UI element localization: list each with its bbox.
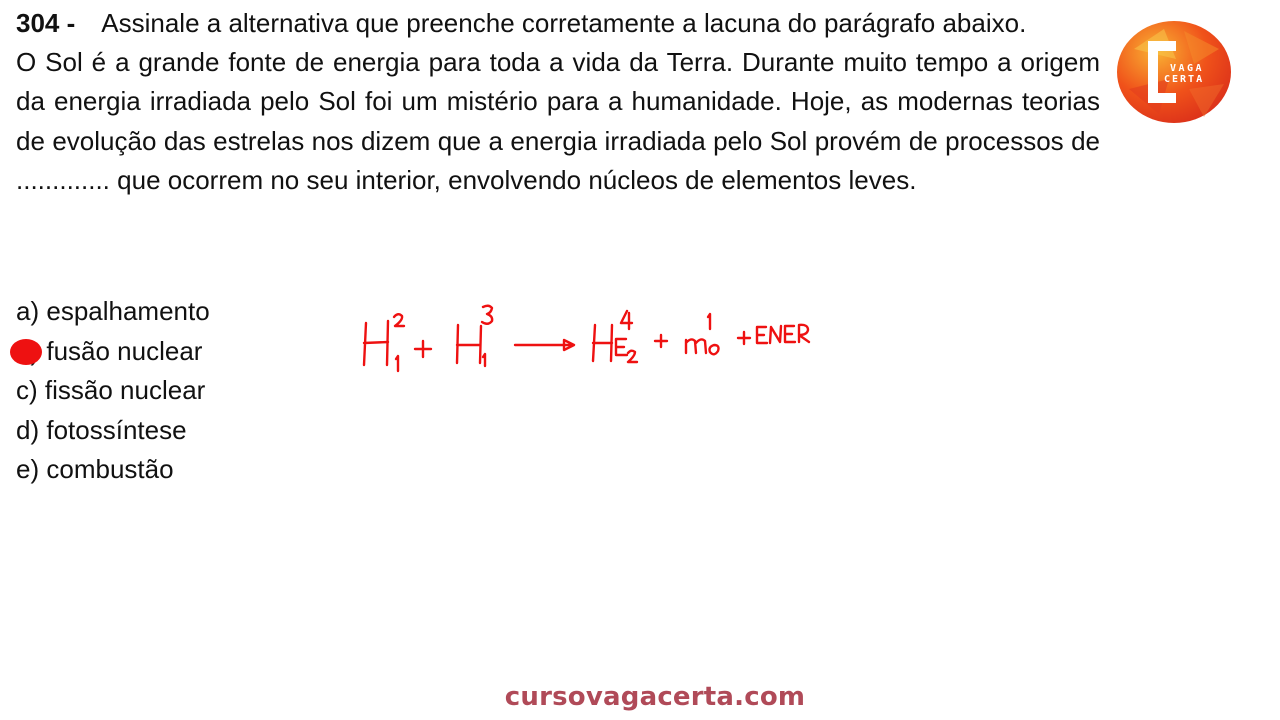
option-c[interactable]: [16, 371, 210, 411]
paragraph-blank: .............: [16, 164, 110, 195]
paragraph-after-blank: que ocorrem no seu interior, envolvendo núcleos de elementos leves.: [117, 164, 917, 195]
red-mark-dot-icon: [10, 339, 42, 365]
logo-line-1: VAGA: [1170, 63, 1205, 74]
question-statement: [16, 4, 1100, 43]
option-letter: c): [16, 375, 38, 405]
logo-line-2: CERTA: [1164, 74, 1205, 85]
option-a[interactable]: [16, 292, 210, 332]
vaga-certa-logo-icon: [1114, 19, 1232, 125]
option-letter: a): [16, 296, 40, 326]
option-text: combustão: [46, 454, 174, 484]
option-text: espalhamento: [46, 296, 210, 326]
handwritten-fusion-reaction: [350, 295, 830, 380]
question-number: 304 -: [16, 8, 76, 38]
question-instruction: Assinale a alternativa que preenche corretamente a lacuna do parágrafo abaixo.: [101, 8, 1027, 38]
option-letter: d): [16, 414, 40, 445]
option-b[interactable]: [16, 332, 210, 372]
question-paragraph: [16, 43, 1100, 200]
option-text: fissão nuclear: [44, 375, 206, 405]
paragraph-before-blank: O Sol é a grande fonte de energia para toda a vida da Terra. Durante muito tempo a origem da energia irradiada pelo Sol foi um mistério para a humanidade. Hoje, as modernas teorias de evolução das estrelas nos dizem que a energia irradiada pelo Sol provém de processos de: [16, 47, 1100, 156]
answer-options: [16, 292, 210, 490]
question-block: [16, 4, 1100, 200]
option-e[interactable]: [16, 450, 210, 490]
option-text: fotossíntese: [46, 414, 187, 445]
option-letter: e): [16, 454, 40, 484]
footer-site-url: cursovagacerta.com: [504, 682, 806, 712]
option-d[interactable]: [16, 411, 210, 451]
option-text: fusão nuclear: [46, 335, 203, 366]
